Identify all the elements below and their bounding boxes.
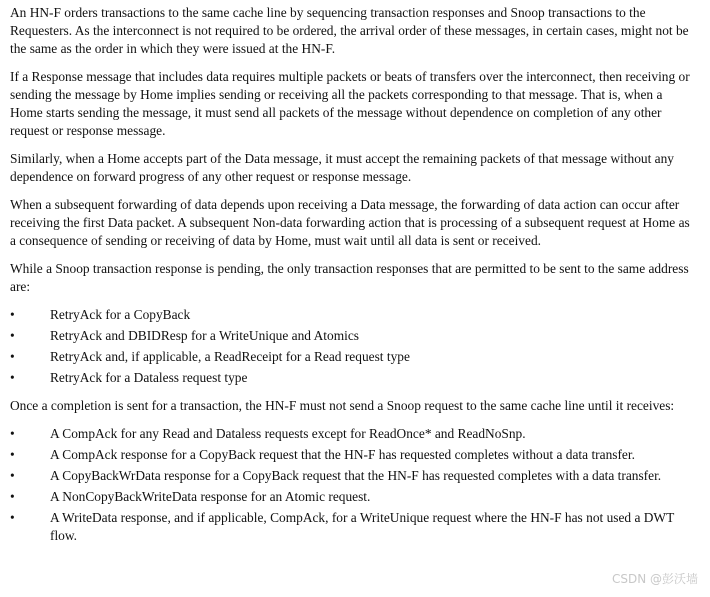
paragraph-completion: Once a completion is sent for a transaction, the HN-F must not send a Snoop request to the same cache line until it receives: [10, 398, 675, 413]
bullet: • [10, 370, 15, 385]
list-item-text: RetryAck for a Dataless request type [50, 370, 248, 385]
list-item [10, 488, 690, 506]
bullet: • [10, 447, 15, 462]
list-item [10, 369, 690, 387]
list-item [10, 425, 690, 443]
bullet: • [10, 328, 15, 343]
paragraph-snoop-pending: While a Snoop transaction response is pending, the only transaction responses that are permitted to be sent to the same address are: [10, 261, 689, 294]
paragraph-forwarding: When a subsequent forwarding of data depends upon receiving a Data message, the forwarding of data action can occur after receiving the first Data packet. A subsequent Non-data forwarding action that is processing of a subsequent request at Home as a consequence of sending or receiving of data by Home, must wait until all data is sent or received. [10, 197, 690, 248]
paragraph-ordering: An HN-F orders transactions to the same cache line by sequencing transaction responses and Snoop transactions to the Requesters. As the interconnect is not required to be ordered, the arrival order of these messages, in certain cases, might not be the same as the order in which they were issued at the HN-F. [10, 5, 689, 56]
list-item-text: A CompAck response for a CopyBack request that the HN-F has requested completes without a data transfer. [50, 447, 635, 462]
list-item-text: RetryAck for a CopyBack [50, 307, 191, 322]
list-item-text: RetryAck and DBIDResp for a WriteUnique and Atomics [50, 328, 359, 343]
list-item [10, 327, 690, 345]
list-item-text: A CompAck for any Read and Dataless requests except for ReadOnce* and ReadNoSnp. [50, 426, 526, 441]
bullet: • [10, 426, 15, 441]
bullet: • [10, 468, 15, 483]
document-body [10, 4, 690, 555]
list-item-text: A NonCopyBackWriteData response for an Atomic request. [50, 489, 371, 504]
paragraph-data-accept: Similarly, when a Home accepts part of the Data message, it must accept the remaining packets of that message without any dependence on forward progress of any other request or response message. [10, 151, 674, 184]
list-item-text: A CopyBackWrData response for a CopyBack request that the HN-F has requested completes with a data transfer. [50, 468, 662, 483]
list-item [10, 467, 690, 485]
bullet: • [10, 307, 15, 322]
list-item [10, 509, 690, 545]
paragraph-response-packets: If a Response message that includes data requires multiple packets or beats of transfers over the interconnect, then receiving or sending the message by Home implies sending or receiving all the packets corresponding to that message. That is, when a Home starts sending the message, it must send all packets of the message without dependence on completion of any other request or response message. [10, 69, 690, 138]
list-item [10, 348, 690, 366]
watermark: CSDN @彭沃墙 [611, 572, 698, 586]
list-item-text: RetryAck and, if applicable, a ReadReceipt for a Read request type [50, 349, 410, 364]
bullet: • [10, 510, 15, 525]
list-item [10, 446, 690, 464]
bullet: • [10, 349, 15, 364]
list-item [10, 306, 690, 324]
list-item-text: A WriteData response, and if applicable, CompAck, for a WriteUnique request where the HN-F has not used a DWT flow. [50, 510, 675, 543]
bullet: • [10, 489, 15, 504]
completion-conditions-list [10, 425, 690, 545]
permitted-responses-list [10, 306, 690, 387]
